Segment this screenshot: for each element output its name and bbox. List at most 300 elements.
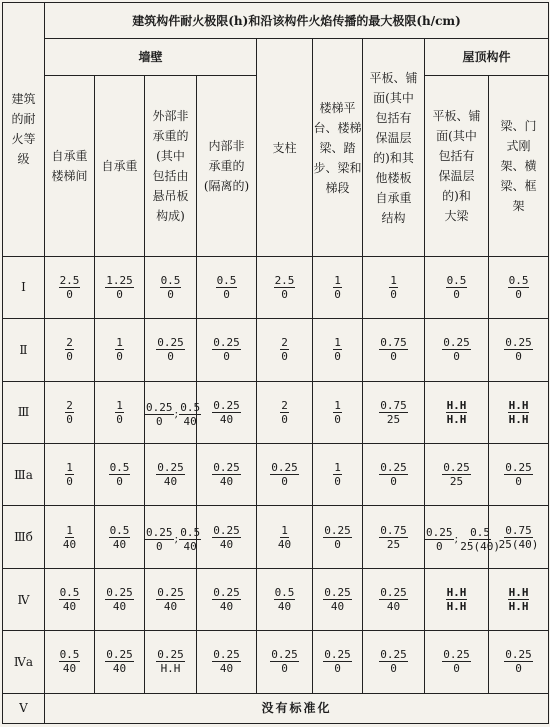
col-header-1: 自承重: [95, 75, 145, 256]
header-title-row: [3, 3, 549, 39]
fraction-denominator: 40: [183, 539, 197, 553]
fraction: [179, 401, 201, 428]
fraction-numerator: 0.25: [106, 586, 133, 600]
fraction: [504, 461, 533, 488]
fraction-denominator: 0: [390, 662, 397, 676]
fraction-denominator: 40: [219, 600, 234, 614]
col-header-6: 平板、铺 面(其中 包括有 保温层 的)和其 他楼板 自承重 结构: [363, 39, 425, 257]
value-cell: [489, 568, 549, 630]
fraction-numerator: 1: [390, 273, 397, 287]
fraction-numerator: 0.25: [157, 586, 184, 600]
fraction-numerator: 0.25: [213, 336, 240, 350]
table-row: [3, 693, 549, 723]
fraction: [65, 336, 74, 363]
fraction: [156, 586, 185, 613]
fraction: [115, 399, 124, 426]
value-cell: [363, 444, 425, 506]
fraction-denominator: 40: [219, 475, 234, 489]
fraction-denominator: 0: [334, 350, 341, 364]
value-cell: [197, 631, 257, 693]
value-cell: [197, 506, 257, 568]
fraction-numerator: 1.25: [106, 273, 133, 287]
fraction-numerator: 0.5: [109, 523, 130, 537]
value-cell: [95, 319, 145, 381]
fraction-numerator: 1: [334, 461, 341, 475]
fraction-denominator: 0: [390, 350, 397, 364]
fraction-numerator: 1: [334, 336, 341, 350]
value-cell: [489, 631, 549, 693]
fraction: [442, 648, 471, 675]
fraction: [156, 461, 185, 488]
fraction-numerator: 0.25: [324, 523, 351, 537]
fraction: [333, 274, 342, 301]
fraction-numerator: 2.5: [274, 273, 295, 287]
fraction-denominator: 40: [112, 537, 127, 551]
fraction-numerator: 0.25: [426, 525, 453, 539]
fraction-denominator: 25: [386, 537, 401, 551]
fraction-denominator: 40: [277, 600, 292, 614]
value-cell: [145, 444, 197, 506]
fraction: [379, 399, 408, 426]
fraction-denominator: 0: [435, 539, 443, 553]
value-cell: [45, 319, 95, 381]
fraction-denominator: 0: [116, 350, 123, 364]
value-cell: [197, 381, 257, 443]
value-cell: [145, 631, 197, 693]
value-cell: [257, 506, 313, 568]
fraction-denominator: 0: [167, 350, 174, 364]
value-cell: [257, 631, 313, 693]
value-cell: [313, 444, 363, 506]
fraction: [446, 586, 468, 613]
value-cell: [363, 506, 425, 568]
value-cell: [425, 568, 489, 630]
fraction-numerator: 1: [334, 273, 341, 287]
fraction-pair: [425, 526, 501, 553]
value-cell: [95, 631, 145, 693]
fraction: [498, 524, 540, 551]
value-cell: [45, 568, 95, 630]
value-cell: [257, 381, 313, 443]
grade-cell: Ⅱ: [3, 319, 45, 381]
header-group-row: [3, 39, 549, 75]
fraction: [333, 399, 342, 426]
fraction-numerator: 0.25: [271, 461, 298, 475]
fraction-denominator: 40: [62, 662, 77, 676]
fraction: [270, 461, 299, 488]
fraction-numerator: H.H: [508, 586, 529, 600]
fraction: [212, 586, 241, 613]
value-cell: [95, 444, 145, 506]
grade-cell: Ⅲa: [3, 444, 45, 506]
value-cell: [363, 319, 425, 381]
fraction-numerator: 0.25: [443, 336, 470, 350]
fraction-denominator: 0: [453, 662, 460, 676]
fraction: [389, 274, 398, 301]
fraction-denominator: 0: [334, 475, 341, 489]
value-cell: [197, 444, 257, 506]
fraction-denominator: 0: [281, 662, 288, 676]
fraction: [59, 648, 81, 675]
fire-resistance-table: [2, 2, 549, 724]
value-cell: [489, 506, 549, 568]
value-cell: [45, 631, 95, 693]
fraction-numerator: 0.5: [109, 461, 130, 475]
value-cell: [95, 568, 145, 630]
fraction-denominator: 0: [453, 350, 460, 364]
fraction-numerator: H.H: [508, 398, 529, 412]
fraction-denominator: 40: [219, 537, 234, 551]
fraction-numerator: 0.25: [146, 525, 173, 539]
grade-header-label: 建筑 的耐 火等 级: [11, 92, 36, 167]
fraction-denominator: 40: [277, 537, 292, 551]
grade-cell: Ⅴ: [3, 693, 45, 723]
fraction-denominator: 40: [183, 414, 197, 428]
value-cell: [95, 506, 145, 568]
fraction: [274, 586, 296, 613]
fraction: [446, 274, 468, 301]
fraction-denominator: 0: [155, 539, 163, 553]
fraction-numerator: 0.5: [180, 525, 201, 539]
value-cell: [45, 444, 95, 506]
fraction-numerator: 0.25: [443, 461, 470, 475]
value-cell: [145, 381, 201, 443]
fraction-numerator: 0.25: [380, 648, 407, 662]
value-cell: [145, 506, 201, 568]
fraction: [109, 461, 131, 488]
fraction-denominator: 40: [62, 600, 77, 614]
fraction-denominator: H.H: [446, 412, 467, 426]
fraction: [323, 524, 352, 551]
fraction: [212, 648, 241, 675]
fraction-numerator: 0.5: [508, 273, 529, 287]
fraction: [459, 526, 501, 553]
fraction-numerator: 0.25: [380, 461, 407, 475]
value-cell: [363, 381, 425, 443]
fraction-numerator: 0.5: [180, 400, 201, 414]
table-row: [3, 506, 549, 568]
fraction: [379, 586, 408, 613]
fraction-numerator: 0.75: [380, 336, 407, 350]
fraction: [504, 336, 533, 363]
value-cell: [45, 256, 95, 318]
table-row: [3, 444, 549, 506]
fraction-numerator: 0.5: [446, 273, 467, 287]
fraction-numerator: 0.25: [505, 336, 532, 350]
fraction-numerator: 0.5: [470, 525, 491, 539]
fraction-numerator: 0.5: [274, 586, 295, 600]
fraction-numerator: 0.5: [59, 586, 80, 600]
value-cell: [313, 319, 363, 381]
table-row: [3, 568, 549, 630]
fraction: [508, 274, 530, 301]
fraction-denominator: 40: [163, 475, 178, 489]
fraction-numerator: 0.25: [443, 648, 470, 662]
value-cell: [145, 256, 197, 318]
fraction-denominator: 40: [219, 662, 234, 676]
fraction-denominator: 40: [112, 600, 127, 614]
fraction-numerator: 0.25: [213, 586, 240, 600]
value-cell: [425, 631, 489, 693]
fraction-denominator: 0: [390, 475, 397, 489]
col-header-3: 内部非 承重的 (隔离的): [197, 75, 257, 256]
fraction: [59, 586, 81, 613]
fraction: [105, 586, 134, 613]
fraction-numerator: 2: [281, 336, 288, 350]
col-header-0: 自承重 楼梯间: [45, 75, 95, 256]
value-cell: [313, 631, 363, 693]
fraction: [442, 336, 471, 363]
fraction-denominator: 0: [223, 350, 230, 364]
fraction-numerator: 0.25: [324, 586, 351, 600]
fraction-denominator: 0: [515, 350, 522, 364]
fraction-denominator: 0: [334, 287, 341, 301]
fraction: [212, 336, 241, 363]
fraction-numerator: 0.25: [213, 398, 240, 412]
fraction-denominator: 40: [330, 600, 345, 614]
fraction-numerator: 0.75: [380, 523, 407, 537]
fraction: [277, 524, 292, 551]
fraction-denominator: 0: [281, 350, 288, 364]
value-cell: [45, 506, 95, 568]
grade-cell: Ⅳa: [3, 631, 45, 693]
fraction-denominator: 40: [62, 537, 77, 551]
fraction: [59, 274, 81, 301]
fraction-denominator: 0: [116, 287, 123, 301]
fraction-denominator: 40: [386, 600, 401, 614]
fraction-denominator: 0: [281, 412, 288, 426]
value-cell: [95, 256, 145, 318]
fraction: [105, 648, 134, 675]
value-cell: [425, 256, 489, 318]
grade-cell: Ⅰ: [3, 256, 45, 318]
value-cell: [489, 319, 549, 381]
fraction: [333, 336, 342, 363]
fraction-numerator: 1: [116, 398, 123, 412]
fraction: [145, 526, 174, 553]
col-header-7: 平板、铺 面(其中 包括有 保温层 的)和 大梁: [425, 75, 489, 256]
value-cell: [313, 381, 363, 443]
fraction: [109, 524, 131, 551]
fraction: [508, 399, 530, 426]
pair-separator: ;: [174, 407, 179, 421]
fraction-denominator: 0: [515, 287, 522, 301]
table-row: [3, 319, 549, 381]
fraction-denominator: 0: [515, 662, 522, 676]
col-header-8: 梁、门 式刚 架、横 梁、框 架: [489, 75, 549, 256]
fraction-numerator: 1: [281, 523, 288, 537]
fraction-numerator: 2: [66, 398, 73, 412]
fraction-numerator: 0.25: [157, 648, 184, 662]
fraction-denominator: 40: [219, 412, 234, 426]
no-standard-cell: 没有标准化: [45, 693, 549, 723]
fraction: [216, 274, 238, 301]
value-cell: [313, 256, 363, 318]
fraction-numerator: 0.25: [213, 461, 240, 475]
fraction-numerator: 1: [334, 398, 341, 412]
fraction-numerator: 0.25: [146, 400, 173, 414]
value-cell: [313, 506, 363, 568]
fraction-numerator: 0.25: [106, 648, 133, 662]
fraction-denominator: 25: [449, 475, 464, 489]
fraction: [323, 586, 352, 613]
fraction-denominator: 0: [515, 475, 522, 489]
fraction: [160, 274, 182, 301]
fraction: [504, 648, 533, 675]
fraction-denominator: 0: [223, 287, 230, 301]
fraction-denominator: 0: [116, 412, 123, 426]
fraction-denominator: 0: [167, 287, 174, 301]
fraction-denominator: 0: [66, 287, 73, 301]
value-cell: [257, 319, 313, 381]
value-cell: [489, 381, 549, 443]
value-cell: [197, 256, 257, 318]
group-roof: 屋顶构件: [425, 39, 549, 75]
table-row: [3, 256, 549, 318]
grade-cell: Ⅲб: [3, 506, 45, 568]
fraction-denominator: 25: [386, 412, 401, 426]
value-cell: [257, 256, 313, 318]
table-row: [3, 381, 549, 443]
value-cell: [363, 256, 425, 318]
fraction-denominator: 0: [281, 475, 288, 489]
fraction-numerator: 2: [66, 336, 73, 350]
col-header-2: 外部非 承重的 (其中 包括由 悬吊板 构成): [145, 75, 197, 256]
fraction-numerator: 0.25: [505, 648, 532, 662]
fraction-numerator: 0.75: [505, 523, 532, 537]
fraction-denominator: 0: [66, 350, 73, 364]
fraction-denominator: 25(40): [498, 537, 539, 551]
fraction-denominator: 0: [334, 662, 341, 676]
col-header-4: 支柱: [257, 39, 313, 257]
value-cell: [197, 319, 257, 381]
fraction-numerator: 0.25: [324, 648, 351, 662]
value-cell: [489, 444, 549, 506]
fraction: [379, 648, 408, 675]
value-cell: [313, 568, 363, 630]
fraction-denominator: H.H: [508, 600, 529, 614]
fraction-denominator: 0: [334, 537, 341, 551]
grade-header-cell: [3, 3, 45, 257]
fraction-pair: [145, 526, 201, 553]
fraction: [145, 401, 174, 428]
fraction-denominator: 0: [390, 287, 397, 301]
grade-cell: Ⅳ: [3, 568, 45, 630]
fraction-denominator: 0: [116, 475, 123, 489]
fraction-pair: [145, 401, 201, 428]
fraction: [270, 648, 299, 675]
fraction-denominator: 0: [155, 414, 163, 428]
value-cell: [257, 568, 313, 630]
fraction-numerator: 0.25: [157, 336, 184, 350]
value-cell: [257, 444, 313, 506]
fraction-numerator: 0.25: [505, 461, 532, 475]
fraction-numerator: 0.25: [213, 523, 240, 537]
fraction: [62, 524, 77, 551]
fraction-numerator: 0.25: [271, 648, 298, 662]
value-cell: [95, 381, 145, 443]
grade-cell: Ⅲ: [3, 381, 45, 443]
value-cell: [145, 319, 197, 381]
fraction-denominator: 0: [453, 287, 460, 301]
fraction: [156, 648, 185, 675]
fraction: [65, 399, 74, 426]
value-cell: [425, 444, 489, 506]
fraction-denominator: 0: [281, 287, 288, 301]
group-wall: 墙壁: [45, 39, 257, 75]
fraction: [65, 461, 74, 488]
fraction-numerator: 2.5: [59, 273, 80, 287]
value-cell: [425, 319, 489, 381]
pair-separator: ;: [454, 532, 459, 546]
fraction: [105, 274, 134, 301]
fraction: [274, 274, 296, 301]
fraction: [280, 336, 289, 363]
col-header-5: 楼梯平 台、楼梯 梁、踏 步、梁和 梯段: [313, 39, 363, 257]
fraction-numerator: 2: [281, 398, 288, 412]
fraction: [115, 336, 124, 363]
fraction-denominator: 25(40): [460, 539, 500, 553]
fraction: [323, 648, 352, 675]
fraction-numerator: 1: [66, 461, 73, 475]
value-cell: [425, 381, 489, 443]
fraction: [442, 461, 471, 488]
fraction-numerator: 0.5: [160, 273, 181, 287]
fraction: [156, 336, 185, 363]
value-cell: [489, 256, 549, 318]
fraction: [379, 461, 408, 488]
fraction: [379, 524, 408, 551]
value-cell: [425, 506, 500, 568]
fraction-numerator: 0.25: [157, 461, 184, 475]
fraction-numerator: 0.5: [59, 648, 80, 662]
value-cell: [145, 568, 197, 630]
value-cell: [363, 568, 425, 630]
fraction-denominator: 0: [66, 475, 73, 489]
fraction-denominator: H.H: [508, 412, 529, 426]
fraction-denominator: H.H: [446, 600, 467, 614]
fraction-numerator: H.H: [446, 398, 467, 412]
value-cell: [197, 568, 257, 630]
fraction: [212, 524, 241, 551]
fraction: [212, 461, 241, 488]
pair-separator: ;: [174, 532, 179, 546]
fraction-denominator: 40: [163, 600, 178, 614]
fraction-numerator: 0.25: [380, 586, 407, 600]
fraction-denominator: H.H: [160, 662, 181, 676]
fraction-numerator: 0.75: [380, 398, 407, 412]
table-title: 建筑构件耐火极限(h)和沿该构件火焰传播的最大极限(h/cm): [45, 3, 549, 39]
fraction-numerator: 1: [116, 336, 123, 350]
fraction-denominator: 0: [334, 412, 341, 426]
fraction: [179, 526, 201, 553]
fraction-numerator: 1: [66, 523, 73, 537]
fraction: [508, 586, 530, 613]
fraction-numerator: 0.5: [216, 273, 237, 287]
fraction-denominator: 0: [66, 412, 73, 426]
table-row: [3, 631, 549, 693]
value-cell: [363, 631, 425, 693]
value-cell: [45, 381, 95, 443]
fraction: [212, 399, 241, 426]
fraction-numerator: 0.25: [213, 648, 240, 662]
fraction: [446, 399, 468, 426]
fraction: [425, 526, 454, 553]
fraction: [333, 461, 342, 488]
fraction: [379, 336, 408, 363]
fraction-numerator: H.H: [446, 586, 467, 600]
fraction-denominator: 40: [112, 662, 127, 676]
